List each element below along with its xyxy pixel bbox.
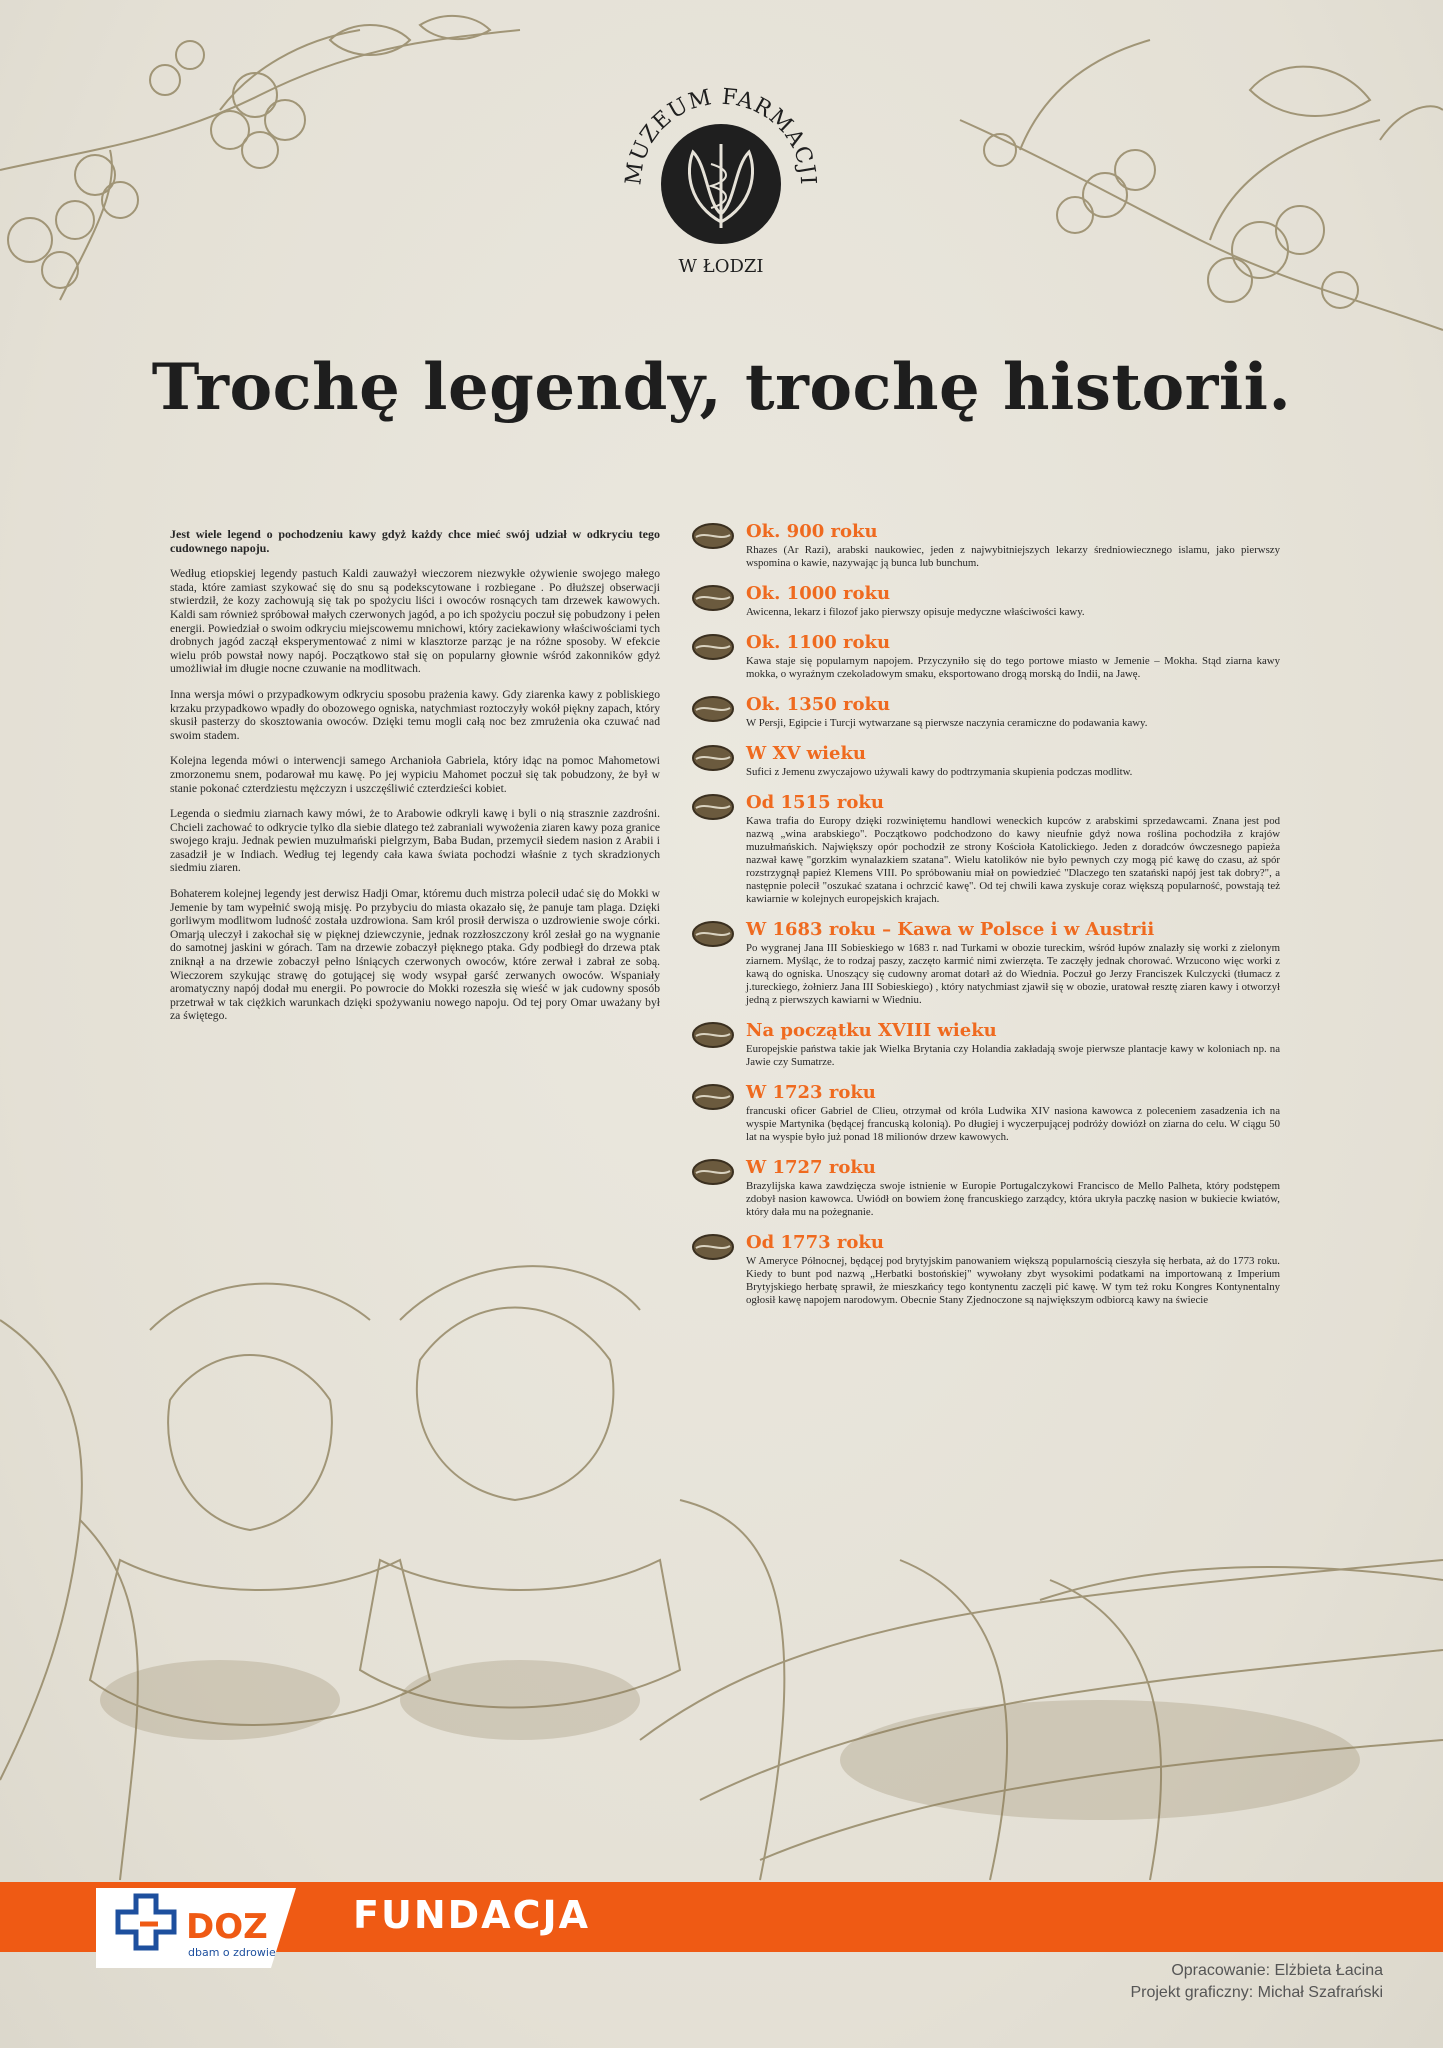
timeline-heading: W 1723 roku [746, 1082, 876, 1103]
coffee-bean-icon [690, 1081, 736, 1113]
legend-paragraph: Inna wersja mówi o przypadkowym odkryciu sposobu prażenia kawy. Gdy ziarenka kawy z pobliskiego krzaku przypadkowo wpadły do obozowego ogniska, natychmiast roztoczyły wokół piękny zapach, który skusił pasterzy do skosztowania owoców. Dzięki temu mogli całą noc bez zmrużenia oka czuwać nad swoim stadem. [170, 687, 660, 742]
timeline-body: Europejskie państwa takie jak Wielka Brytania czy Holandia zakładają swoje pierwsze plantacje kawy w koloniach np. na Jawie czy Sumatrze. [746, 1043, 1280, 1068]
timeline-entry [690, 1231, 1280, 1307]
doz-tagline: dbam o zdrowie [188, 1946, 276, 1959]
museum-logo [611, 72, 831, 292]
legend-paragraph: Jest wiele legend o pochodzeniu kawy gdyż każdy chce mieć swój udział w odkryciu tego cudownego napoju. [170, 527, 660, 555]
credit-text: Opracowanie: Elżbieta Łacina [1171, 1962, 1383, 1979]
timeline-heading: Od 1515 roku [746, 792, 884, 813]
timeline-entry [690, 918, 1280, 1007]
timeline-body: Rhazes (Ar Razi), arabski naukowiec, jeden z najwybitniejszych lekarzy średniowiecznego islamu, jako pierwszy wspomina o kawie, nazywając ją bunca lub bunchum. [746, 544, 1280, 569]
coffee-bean-icon [690, 582, 736, 614]
timeline-heading: Od 1773 roku [746, 1232, 884, 1253]
timeline-entry [690, 631, 1280, 681]
timeline-body: W Persji, Egipcie i Turcji wytwarzane są pierwsze naczynia ceramiczne do podawania kawy. [746, 717, 1148, 729]
timeline-body: Brazylijska kawa zawdzięcza swoje istnienie w Europie Portugalczykowi Francisco de Mello Palheta, który podstępem zdobył nasion kawowca. Uwiódł on bowiem żonę francuskiego zarządcy, która ukryła paczkę nasion w bukiecie kwiatów, który dała mu na pożegnanie. [746, 1180, 1280, 1218]
coffee-bean-icon [690, 1156, 736, 1188]
timeline-body: Po wygranej Jana III Sobieskiego w 1683 r. nad Turkami w obozie tureckim, wśród łupów znalazły się worki z zielonym ziarnem. Myśląc, że to rodzaj paszy, zaczęto karmić nimi zwierzęta. Te zaczęły jednak chorować. Wrzucono więc worki z kawą do ogniska. Unoszący się cudowny aromat dotarł aż do Wiednia. Poczuł go Jerzy Franciszek Kulczycki (tłumacz z j.tureckiego, żołnierz Jana III Sobieskiego) , który natychmiast zjawił się w obozie, uratował resztę ziaren kawy i otworzył jedną z pierwszych kawiarni w Wiedniu. [746, 942, 1280, 1006]
timeline-entry [690, 742, 1280, 779]
timeline-entry [690, 520, 1280, 570]
coffee-bean-icon [690, 918, 736, 950]
timeline-body: Awicenna, lekarz i filozof jako pierwszy opisuje medyczne właściwości kawy. [746, 606, 1085, 618]
history-timeline [690, 520, 1280, 1319]
coffee-bean-icon [690, 631, 736, 663]
timeline-heading: Ok. 1000 roku [746, 583, 891, 604]
logo-arc-text: MUZEUM FARMACJI [621, 84, 821, 187]
timeline-entry [690, 1081, 1280, 1144]
coffee-bean-icon [690, 1019, 736, 1051]
coffee-bean-icon [690, 1231, 736, 1263]
timeline-body: Sufici z Jemenu zwyczajowo używali kawy do podtrzymania skupienia podczas modlitw. [746, 766, 1133, 778]
timeline-heading: Ok. 900 roku [746, 521, 878, 542]
timeline-heading: W 1683 roku – Kawa w Polsce i w Austrii [746, 919, 1155, 940]
timeline-entry [690, 1019, 1280, 1069]
legend-paragraph: Kolejna legenda mówi o interwencji samego Archanioła Gabriela, który idąc na pomoc Mahometowi zmorzonemu snem, podarował mu kawę. Po jej wypiciu Mahomet poczuł się tak pobudzony, że był w stanie pokonać czterdziestu mężczyzn i uszczęśliwić czterdzieści kobiet. [170, 754, 660, 795]
timeline-heading: Ok. 1350 roku [746, 694, 891, 715]
credits [1130, 1960, 1383, 2004]
doz-logo [96, 1868, 336, 1968]
timeline-heading: Ok. 1100 roku [746, 632, 891, 653]
timeline-heading: W 1727 roku [746, 1157, 876, 1178]
coffee-bean-icon [690, 693, 736, 725]
coffee-bean-icon [690, 791, 736, 823]
coffee-bean-icon [690, 520, 736, 552]
legend-paragraph: Legenda o siedmiu ziarnach kawy mówi, że to Arabowie odkryli kawę i byli o nią strasznie zazdrośni. Chcieli zachować to odkrycie tylko dla siebie dlatego też zabraniali wywożenia ziaren kawy poza granice swojego kraju. Jednak pewien muzułmański pielgrzym, Baba Budan, przemycił siedem nasion z Arabii i zasadził je w Indiach. Według tej legendy cała kawa świata pochodzi właśnie z tych skradzionych siedmiu ziaren. [170, 807, 660, 875]
timeline-entry [690, 1156, 1280, 1219]
timeline-body: Kawa trafia do Europy dzięki rozwiniętemu handlowi weneckich kupców z arabskimi sprzedawcami. Znana jest pod nazwą „wina arabskiego". Początkowo podchodzono do kawy nieufnie gdyż nowa roślina pochodziła z krajów muzułmańskich. Największy opór pochodził ze strony Kościoła Katolickiego. Jeden z doradców ówczesnego papieża nazwał kawę "gorzkim wynalazkiem szatana". Wielu katolików nie było pewnych czy mogą pić kawę do czasu, aż spór rozstrzygnął papież Klemens VIII. Po spróbowaniu miał on powiedzieć "Dlaczego ten szatański napój jest tak dobry?", a następnie polecił "oszukać szatana i ochrzcić kawę". Od tej chwili kawa zyskuje coraz większą popularność, powstają też kawiarnie w kolejnych europejskich krajach. [746, 815, 1280, 905]
timeline-heading: W XV wieku [746, 743, 867, 764]
timeline-heading: Na początku XVIII wieku [746, 1020, 997, 1041]
legends-column [170, 528, 660, 1035]
legend-paragraph: Bohaterem kolejnej legendy jest derwisz Hadji Omar, któremu duch mistrza polecił udać się do Mokki w Jemenie by tam wypełnić swoją misję. Po przybyciu do miasta okazało się, że panuje tam plaga. Dzięki gorliwym modlitwom ludność została uzdrowiona. Sam król prosił derwisza o uzdrowienie swoje córki. Omarją uleczył i zakochał się w pięknej dziewczynie, jednak rozzłoszczony król zesłał go na wygnanie do samotnej jaskini w górach. Tam na drzewie zobaczył pięknego ptaka. Gdy podbiegł do drzewa ptak zniknął a na drzewie zobaczył pełno lśniących czerwonych owoców, które zerwał i zabrał ze sobą. Wieczorem szykując strawę do gotującej się wody wsypał garść zerwanych owoców. Wspaniały aromatyczny napój dodał mu energii. Po powrocie do Mokki rozeszła się wieść w jak cudowny sposób przetrwał w tak ciężkich warunkach dzięki spożywaniu nowego napoju. Od tej pory Omar uważany był za świętego. [170, 887, 660, 1023]
fundacja-label: FUNDACJA [353, 1893, 591, 1937]
timeline-body: W Ameryce Północnej, będącej pod brytyjskim panowaniem większą popularnością cieszyła się herbata, aż do 1773 roku. Kiedy to bunt pod nazwą „Herbatki bostońskiej" wywołany zbyt wysokimi podatkami na importowaną z Imperium Brytyjskiego herbatę sprawił, że mieszkańcy tego kontynentu zaczęli pić kawę. W tym też roku Kongres Kontynentalny ogłosił kawę napojem narodowym. Obecnie Stany Zjednoczone są największym odbiorcą kawy na świecie [746, 1255, 1280, 1306]
legend-paragraph: Według etiopskiej legendy pastuch Kaldi zauważył wieczorem niezwykłe ożywienie swojego małego stada, które zamiast szykować się do snu są podekscytowane i rozbiegane . Po dłuższej obserwacji stwierdził, że kozy zachowują się tak po spożyciu liści i owoców rosnących tam drzewek kawowych. Kaldi sam również spróbował małych czerwonych jagód, a po ich spożyciu poczuł się pobudzony i pełen energii. Powiedział o swoim odkryciu miejscowemu mnichowi, który zaciekawiony właściwościami tych drobnych jagód zaczął eksperymentować z nimi w klasztorze parząc je na różne sposoby. W efekcie wielu prób powstał nowy napój. Początkowo stał się on popularny głownie wśród zakonników gdyż umożliwiał im długie nocne czuwanie na modlitwach. [170, 567, 660, 676]
doz-name: DOZ [186, 1907, 268, 1947]
timeline-entry [690, 791, 1280, 906]
timeline-body: francuski oficer Gabriel de Clieu, otrzymał od króla Ludwika XIV nasiona kawowca z poleceniem zasadzenia ich na wyspie Martynika (będącej francuską kolonią). Po długiej i wyczerpującej podróży dowiózł on ziarna do celu. W ciągu 50 lat na wyspie było już ponad 18 milionów drzew kawowych. [746, 1105, 1280, 1143]
timeline-body: Kawa staje się popularnym napojem. Przyczyniło się do tego portowe miasto w Jemenie – Mokha. Stąd ziarna kawy mokka, o wyraźnym czekoladowym smaku, eksportowano drogą morską do Indii, na Jawę. [746, 655, 1280, 680]
logo-bottom-text: W ŁODZI [678, 256, 764, 277]
coffee-bean-icon [690, 742, 736, 774]
timeline-entry [690, 582, 1280, 619]
credit-design: Projekt graficzny: Michał Szafrański [1130, 1984, 1383, 2001]
timeline-entry [690, 693, 1280, 730]
page-title: Trochę legendy, trochę historii. [151, 350, 1292, 425]
